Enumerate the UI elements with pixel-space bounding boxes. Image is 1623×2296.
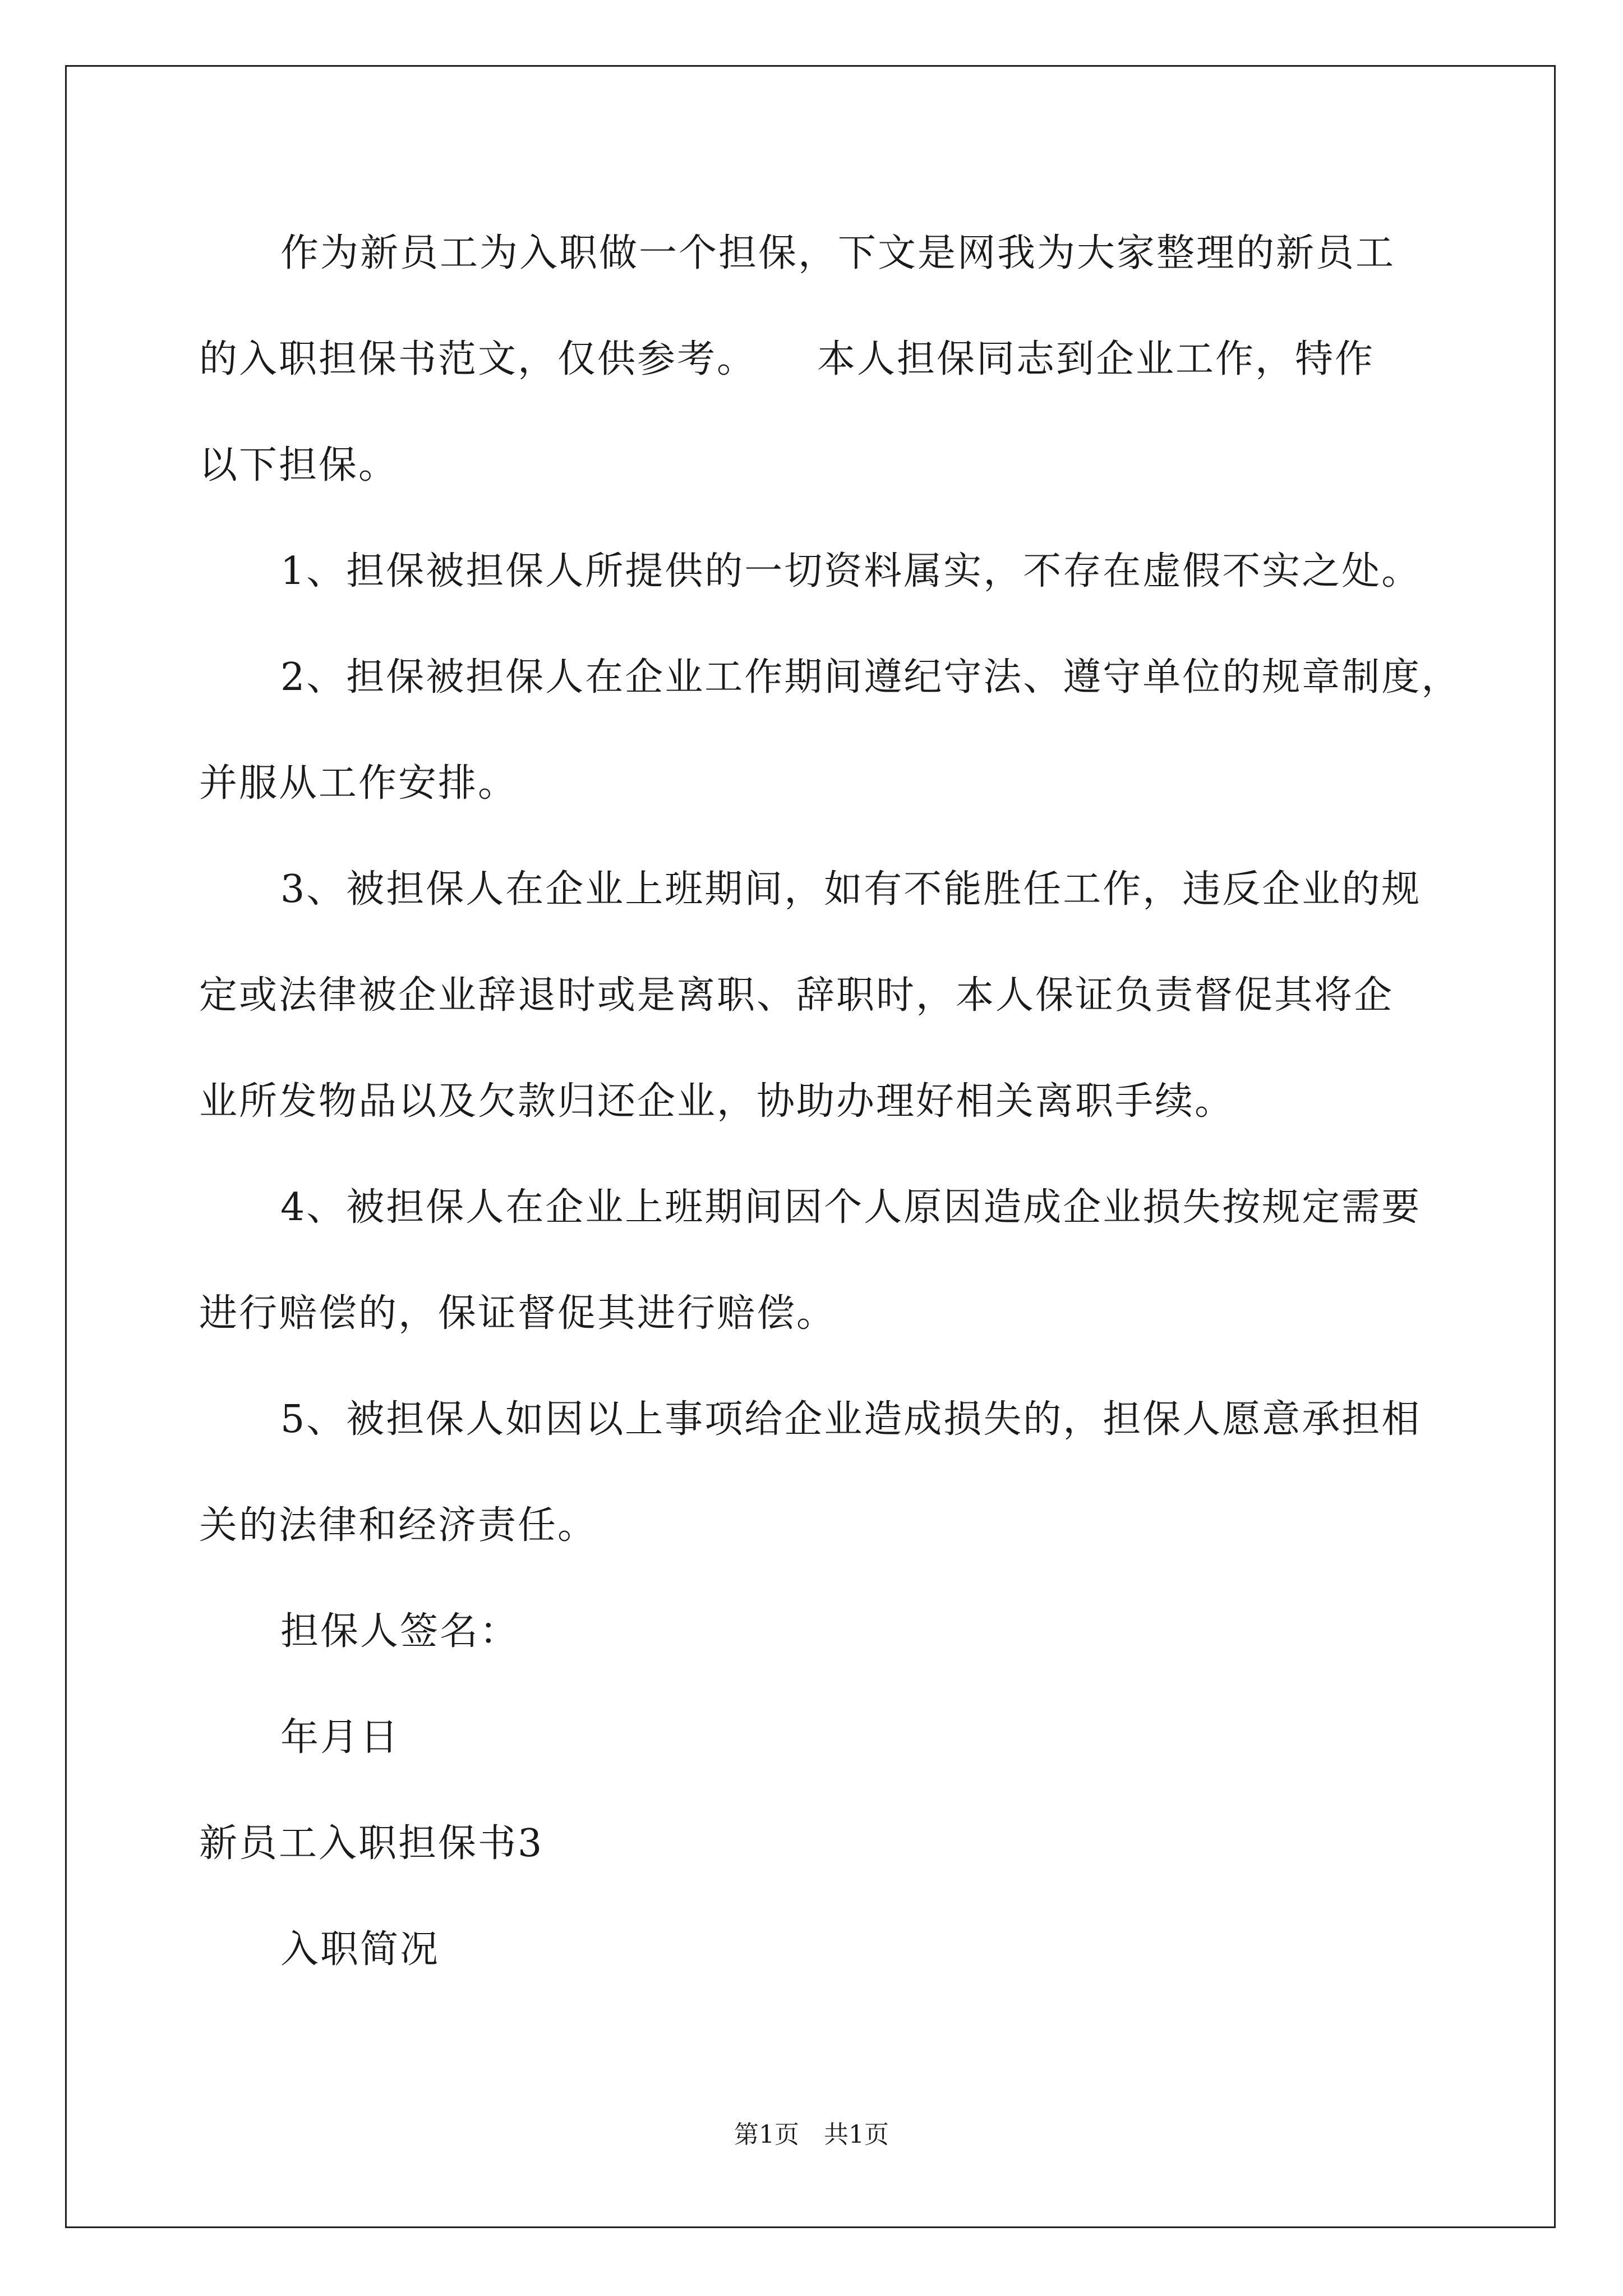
signature-label: 担保人签名： [280, 1609, 520, 1654]
page-number-footer: 第1页 共1页 [734, 2120, 889, 2149]
paragraph-line: 业所发物品以及欠款归还企业，协助办理好相关离职手续。 [199, 1079, 1235, 1124]
paragraph-line: 作为新员工为入职做一个担保，下文是网我为大家整理的新员工 [280, 231, 1396, 275]
paragraph-line: 2、担保被担保人在企业工作期间遵纪守法、遵守单位的规章制度， [280, 655, 1461, 700]
date-label: 年月日 [280, 1715, 400, 1760]
paragraph-line: 的入职担保书范文，仅供参考。 本人担保同志到企业工作，特作 [199, 337, 1375, 381]
paragraph-line: 定或法律被企业辞退时或是离职、辞职时，本人保证负责督促其将企 [199, 973, 1394, 1018]
paragraph-line: 4、被担保人在企业上班期间因个人原因造成企业损失按规定需要 [280, 1185, 1422, 1230]
paragraph-line: 5、被担保人如因以上事项给企业造成损失的，担保人愿意承担相 [280, 1397, 1422, 1442]
paragraph-line: 以下担保。 [199, 443, 399, 487]
page-border [65, 65, 1556, 2228]
paragraph-line: 3、被担保人在企业上班期间，如有不能胜任工作，违反企业的规 [280, 867, 1422, 912]
subsection-heading: 入职简况 [280, 1927, 440, 1972]
section-heading: 新员工入职担保书3 [199, 1821, 544, 1866]
paragraph-line: 1、担保被担保人所提供的一切资料属实，不存在虚假不实之处。 [280, 549, 1422, 593]
paragraph-line: 关的法律和经济责任。 [199, 1503, 598, 1548]
paragraph-line: 进行赔偿的，保证督促其进行赔偿。 [199, 1291, 837, 1336]
paragraph-line: 并服从工作安排。 [199, 761, 518, 806]
